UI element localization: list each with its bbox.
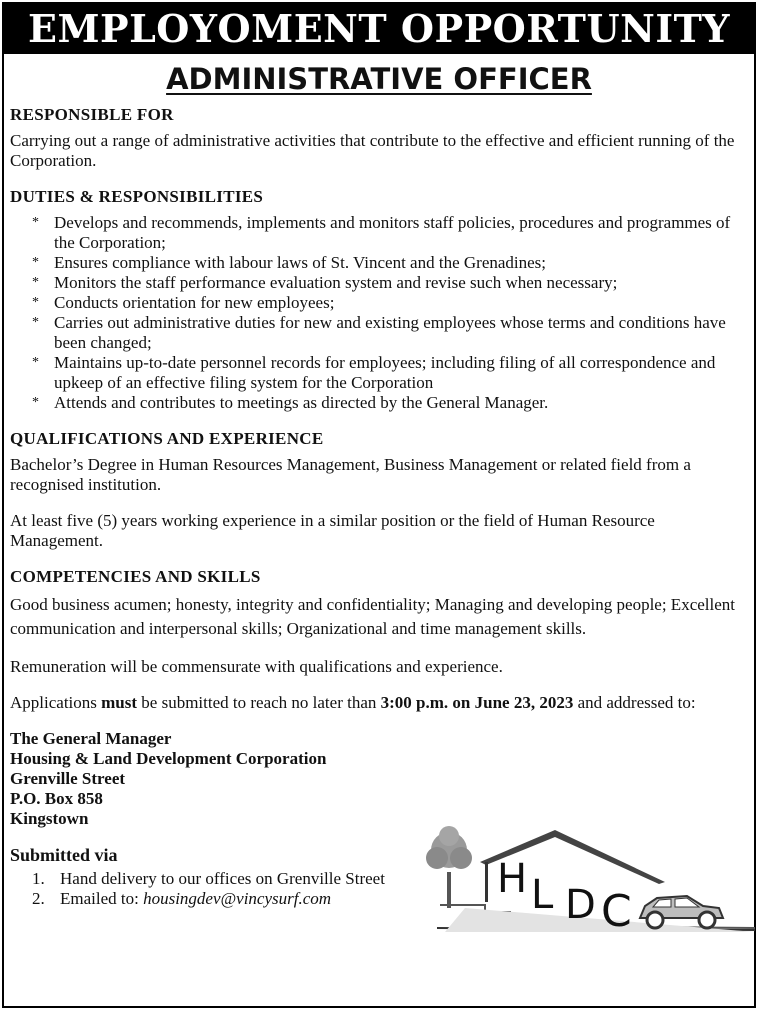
- logo-letter-c: C: [601, 886, 632, 935]
- qualifications-section: [10, 429, 746, 551]
- list-item: * Conducts orientation for new employees;: [32, 293, 335, 312]
- bullet-icon: *: [32, 255, 39, 270]
- qualifications-experience: At least five (5) years working experience in a similar position or the field of Human Resource Management.: [10, 511, 655, 550]
- address-block: [10, 729, 746, 829]
- bullet-icon: *: [32, 315, 39, 330]
- address-line: The General Manager: [10, 729, 172, 748]
- list-item: * Attends and contributes to meetings as directed by the General Manager.: [32, 393, 549, 412]
- responsible-section: [10, 105, 746, 171]
- hldc-logo: [425, 820, 755, 935]
- list-item: * Carries out administrative duties for new and existing employees whose terms and conditions have been changed;: [32, 313, 726, 352]
- responsible-heading: RESPONSIBLE FOR: [10, 105, 174, 124]
- qualifications-heading: QUALIFICATIONS AND EXPERIENCE: [10, 429, 324, 448]
- list-item: * Ensures compliance with labour laws of St. Vincent and the Grenadines;: [32, 253, 547, 272]
- bullet-icon: *: [32, 295, 39, 310]
- address-line: Kingstown: [10, 809, 89, 828]
- logo-letter-d: D: [565, 882, 596, 928]
- address-line: P.O. Box 858: [10, 789, 103, 808]
- list-item: * Maintains up-to-date personnel records for employees; including filing of all correspondence and upkeep of an effective filing system for the Corporation: [32, 353, 716, 392]
- duties-heading: DUTIES & RESPONSIBILITIES: [10, 187, 264, 206]
- bullet-icon: *: [32, 215, 39, 230]
- logo-letter-h: H: [497, 856, 528, 902]
- logo-letter-l: L: [531, 872, 554, 918]
- duties-section: [10, 187, 746, 413]
- duties-list: [10, 213, 746, 413]
- responsible-text: Carrying out a range of administrative activities that contribute to the effective and efficient running of the Corporation.: [10, 131, 735, 170]
- address-line: Housing & Land Development Corporation: [10, 749, 327, 768]
- bullet-icon: *: [32, 395, 39, 410]
- remuneration-text: Remuneration will be commensurate with qualifications and experience.: [10, 657, 503, 676]
- tree-icon: [426, 826, 472, 908]
- applications-deadline: 3:00 p.m. on June 23, 2023: [380, 693, 574, 712]
- submitted-heading: Submitted via: [10, 845, 118, 865]
- email-address: housingdev@vincysurf.com: [143, 889, 332, 908]
- competencies-text: Good business acumen; honesty, integrity and confidentiality; Managing and developing people; Excellent communication and interpersonal skills; Organizational and time management skills.: [10, 595, 735, 638]
- list-item: * Monitors the staff performance evaluation system and revise such when necessary;: [32, 273, 618, 292]
- list-item: * Develops and recommends, implements and monitors staff policies, procedures and programmes of the Corporation;: [32, 213, 731, 252]
- list-item: 2. Emailed to: housingdev@vincysurf.com: [32, 889, 332, 908]
- job-title: ADMINISTRATIVE OFFICER: [166, 62, 592, 96]
- car-icon: [640, 896, 723, 928]
- competencies-section: [10, 567, 746, 641]
- competencies-heading: COMPETENCIES AND SKILLS: [10, 567, 261, 586]
- bullet-icon: *: [32, 275, 39, 290]
- advert-content: [10, 105, 746, 909]
- applications-text: Applications must be submitted to reach no later than 3:00 p.m. on June 23, 2023 and addressed to:: [10, 693, 696, 712]
- applications-must: must: [101, 693, 138, 712]
- bullet-icon: *: [32, 355, 39, 370]
- qualifications-degree: Bachelor’s Degree in Human Resources Management, Business Management or related field from a recognised institution.: [10, 455, 691, 494]
- list-item: 1. Hand delivery to our offices on Grenville Street: [32, 869, 385, 888]
- address-line: Grenville Street: [10, 769, 126, 788]
- banner-title: EMPLOYOMENT OPPORTUNITY: [4, 4, 754, 54]
